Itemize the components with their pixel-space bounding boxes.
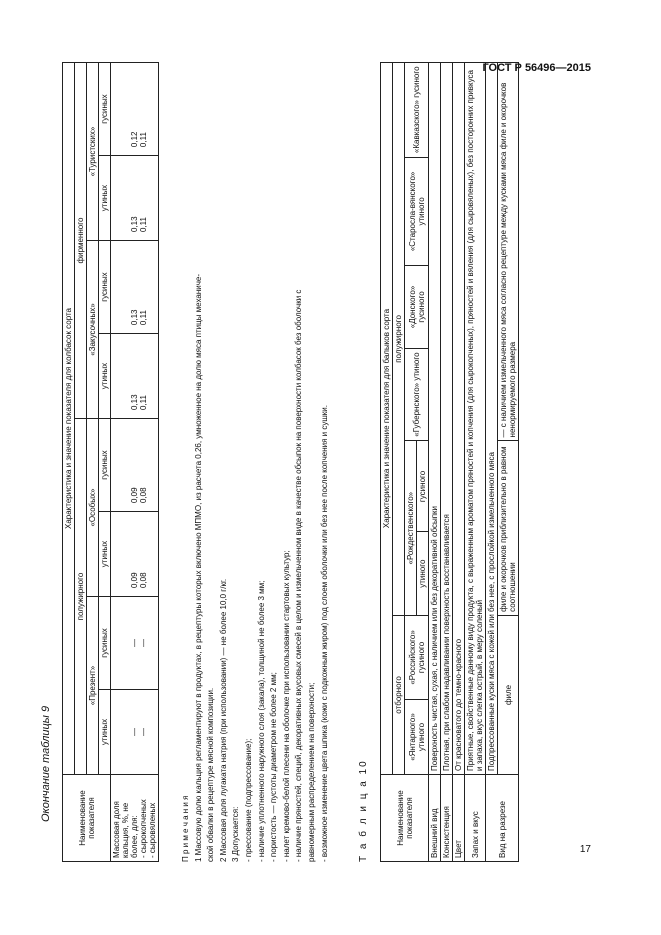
- table-9: [62, 62, 159, 862]
- t10-r1-name: Внешний вид: [429, 775, 441, 862]
- standard-number: ГОСТ Р 56496—2015: [482, 62, 591, 74]
- t9-cell: 0,13 0,11: [111, 241, 159, 334]
- t9-semi-header: полужирного: [75, 419, 87, 775]
- note-2: 2 Массовая доля лугаката натрия (при использовании) — не более 10,0 г/кг.: [218, 578, 228, 862]
- table10-label: Т а б л и ц а 10: [358, 759, 369, 862]
- note-3: 3 Допускается:: [231, 806, 241, 862]
- t9-row-label: Массовая доля кальция, %, не более, для:: [112, 801, 139, 858]
- t10-r4-val: Приятные, свойственные данному виду продукта, с выраженным ароматом пряностей и копчения (для сырокопченых), пряностей и вяления (для сыровяленых), без посторонних привкуса и запаха, вкус слегка острый, в меру соленый: [465, 63, 486, 775]
- t9-group-osob: «Особых»: [87, 419, 99, 597]
- t10-name-header: Наименование показателя: [381, 775, 429, 862]
- t9-sub-duck: утиных: [99, 690, 111, 775]
- table9-continuation-caption: Окончание таблицы 9: [40, 705, 52, 822]
- t10-r5-val: Подпрессованные куски мяса с кожей или без нее, с прослойкой измельченного мяса: [486, 63, 498, 775]
- t9-cell: 0,13 0,11: [111, 156, 159, 241]
- t9-cell: — —: [111, 597, 159, 690]
- t9-cell: 0,12 0,11: [111, 63, 159, 156]
- t9-group-prezent: «Презент»: [87, 597, 99, 775]
- t10-r2-name: Консистенция: [441, 775, 453, 862]
- t10-rozhd: «Рождественского»: [405, 441, 417, 615]
- t9-row-dried: - сыровяленых: [148, 802, 157, 858]
- t10-donsk: «Донского» гусиного: [405, 266, 429, 348]
- t10-sub-duck: утиного: [417, 532, 429, 615]
- t9-sub-goose: гусиных: [99, 419, 111, 512]
- t9-name-header: Наименование показателя: [63, 775, 111, 862]
- t9-row-calcium-label: [111, 775, 159, 862]
- note-bullet: - прессование (подпрессование);: [243, 738, 253, 862]
- t9-cell: — —: [111, 690, 159, 775]
- t10-select-header: отборного: [393, 615, 405, 774]
- t9-char-header: Характеристика и значение показателя для колбасок сорта: [63, 63, 75, 775]
- t10-guber: «Губернского» утиного: [405, 348, 429, 441]
- note-bullet: - возможное изменение цвета шпика (кожи с подкожным жиром) под слоем оболочки или без нее после копчения и сушки.: [319, 405, 329, 862]
- t9-group-turist: «Туристских»: [87, 63, 99, 241]
- t10-r4-name: Запах и вкус: [465, 775, 486, 862]
- t10-ross: «Российского» гусиного: [405, 615, 429, 699]
- t9-sub-goose: гусиных: [99, 241, 111, 334]
- t9-sub-duck: утиных: [99, 512, 111, 597]
- t10-sub-goose: гусиного: [417, 441, 429, 532]
- t9-firm-header: фирменного: [75, 63, 87, 419]
- note-bullet: равномерным распределением на поверхности;: [306, 682, 316, 862]
- t9-cell: 0,09 0,08: [111, 419, 159, 512]
- note-bullet: - пористость — пустоты диаметром не более 2 мм;: [269, 672, 279, 862]
- t10-r1-val: Поверхность чистая, сухая, с наличием или без декоративной обсыпки: [429, 63, 441, 775]
- note-1b: ской обвалки в рецептуре мясной композиции.: [206, 687, 216, 862]
- t9-sub-duck: утиных: [99, 334, 111, 419]
- t10-r5-sub-file: филе: [498, 615, 519, 774]
- t10-kavkaz: «Кавказского» гусиного: [405, 63, 429, 158]
- t9-sub-goose: гусиных: [99, 597, 111, 690]
- t10-char-header: Характеристика и значение показателя для балыков сорта: [381, 63, 393, 775]
- rotated-page-content: [40, 62, 582, 862]
- t9-group-zakus: «Закусочных»: [87, 241, 99, 419]
- t10-semi-header: полужирного: [393, 63, 405, 616]
- t10-r5-sub-b: — с наличием измельченного мяса согласно рецептуре между кусками мяса филе и окорочков ненормируемого размера: [498, 63, 519, 441]
- t9-row-smoked: - сырокопченых: [139, 799, 148, 858]
- t10-r5-name: Вид на разрезе: [486, 775, 519, 862]
- t9-sub-goose: гусиных: [99, 63, 111, 156]
- t10-starosl: «Старосла-вянского» утиного: [405, 157, 429, 266]
- t10-yantar: «Янтарного» утиного: [405, 699, 429, 774]
- t10-r5-sub-a: филе и окорочков приблизительно в равном соотношении: [498, 441, 519, 615]
- notes-block: [180, 62, 331, 862]
- t10-r3-name: Цвет: [453, 775, 465, 862]
- note-bullet: - налет кремово-белой плесени на оболочке при использовании стартовых культур;: [281, 550, 291, 862]
- t10-r2-val: Плотная, при слабом надавливании поверхность восстанавливается: [441, 63, 453, 775]
- note-bullet: - наличие пряностей, специй, декоративных вкусовых смесей в целом и измельченном виде в качестве обсыпок на поверхности колбасок без оболочки с: [294, 289, 304, 862]
- note-1a: 1 Массовую долю кальция регламентируют в продуктах, в рецептуры которых включено МПМО, из расчета 0,26, умноженное на долю мяса птицы механиче-: [193, 274, 203, 862]
- page-number: 17: [579, 844, 591, 855]
- t9-cell: 0,13 0,11: [111, 334, 159, 419]
- t9-cell: 0,09 0,08: [111, 512, 159, 597]
- t9-sub-duck: утиных: [99, 156, 111, 241]
- note-bullet: - наличие уплотненного наружного слоя (закала), толщиной не более 3 мм;: [256, 580, 266, 862]
- t10-r3-val: От красноватого до темно-красного: [453, 63, 465, 775]
- notes-title: П р и м е ч а н и я: [181, 795, 190, 862]
- table-10: [380, 62, 519, 862]
